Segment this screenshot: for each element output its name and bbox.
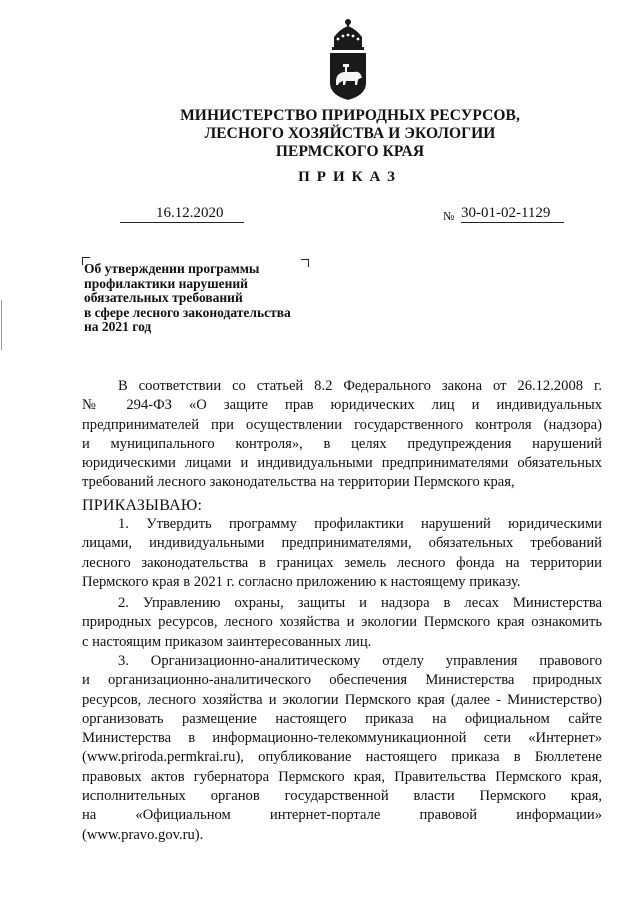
portal-link-line[interactable]: (www.pravo.gov.ru). (82, 826, 204, 843)
text-line: 3. Организационно-аналитическому отделу управления правового (118, 653, 602, 669)
ministry-line: ПЕРМСКОГО КРАЯ (275, 143, 425, 160)
text-line: 1. Утвердить программу профилактики нарушений юридическими (118, 516, 602, 532)
subject-line: профилактики нарушений (84, 275, 248, 291)
text-line: Пермского края в 2021 г. согласно приложению к настоящему приказу. (82, 573, 521, 590)
order-subject (84, 262, 291, 335)
item-1-paragraph (82, 515, 602, 592)
coat-of-arms-icon (326, 17, 370, 101)
text-line: на «Официальном интернет-портале правовой информации» (82, 807, 602, 824)
text-line: В соответствии со статьей 8.2 Федерального закона от 26.12.2008 г. (118, 378, 602, 394)
subject-line: на 2021 год (84, 319, 152, 335)
text-line: лесного законодательства в границах земель лесного фонда на территории (82, 554, 602, 571)
decree-word: ПРИКАЗЫВАЮ: (82, 497, 203, 514)
subject-line: Об утверждении программы (84, 261, 260, 276)
subject-bracket-right (301, 259, 309, 267)
text-line: требований лесного законодательства на территории Пермского края, (82, 474, 515, 491)
order-date: 16.12.2020 (120, 205, 244, 223)
ministry-line: МИНИСТЕРСТВО ПРИРОДНЫХ РЕСУРСОВ, (180, 107, 520, 124)
item-2-paragraph (82, 594, 602, 652)
text-line: и муниципального контроля», в целях предупреждения нарушений (82, 435, 602, 452)
text-line: организовать размещение настоящего приказа на официальном сайте (82, 710, 602, 727)
text-line: Министерства в информационно-телекоммуникационной сети «Интернет» (82, 730, 602, 747)
text-line: предпринимателей при осуществлении государственного контроля (надзора) (82, 416, 602, 433)
subject-line: обязательных требований (84, 290, 243, 306)
scan-edge-mark (1, 300, 2, 350)
order-number: 30-01-02-1129 (461, 205, 564, 223)
subject-line: в сфере лесного законодательства (84, 304, 291, 320)
text-line: с настоящим приказом заинтересованных лиц. (82, 633, 372, 650)
preamble-paragraph (82, 377, 602, 493)
text-line: лицами, индивидуальными предпринимателями, обязательных требований (82, 535, 602, 552)
text-line: и организационно-аналитического обеспечения Министерства природных (82, 672, 602, 689)
text-line: правовых актов губернатора Пермского края, Правительства Пермского края, (82, 768, 602, 785)
text-line: 2. Управлению охраны, защиты и надзора в лесах Министерства (118, 595, 602, 611)
text-line: ресурсов, лесного хозяйства и экологии Пермского края (далее - Министерство) (82, 691, 602, 708)
text-line: природных ресурсов, лесного хозяйства и экологии Пермского края ознакомить (82, 614, 602, 631)
text-line: исполнительных органов государственной власти Пермского края, (82, 788, 602, 805)
website-link-line[interactable]: (www.priroda.permkrai.ru), опубликование настоящего приказа в Бюллетене (82, 749, 602, 766)
number-sign: № (443, 209, 455, 223)
item-3-paragraph (82, 652, 602, 845)
document-type: ПРИКАЗ (298, 169, 402, 185)
text-line: юридическими лицами и индивидуальными предпринимателями обязательных (82, 455, 602, 472)
ministry-name (140, 107, 560, 161)
ministry-line: ЛЕСНОГО ХОЗЯЙСТВА И ЭКОЛОГИИ (204, 125, 496, 142)
text-line: № 294-ФЗ «О защите прав юридических лиц и индивидуальных (82, 397, 602, 414)
